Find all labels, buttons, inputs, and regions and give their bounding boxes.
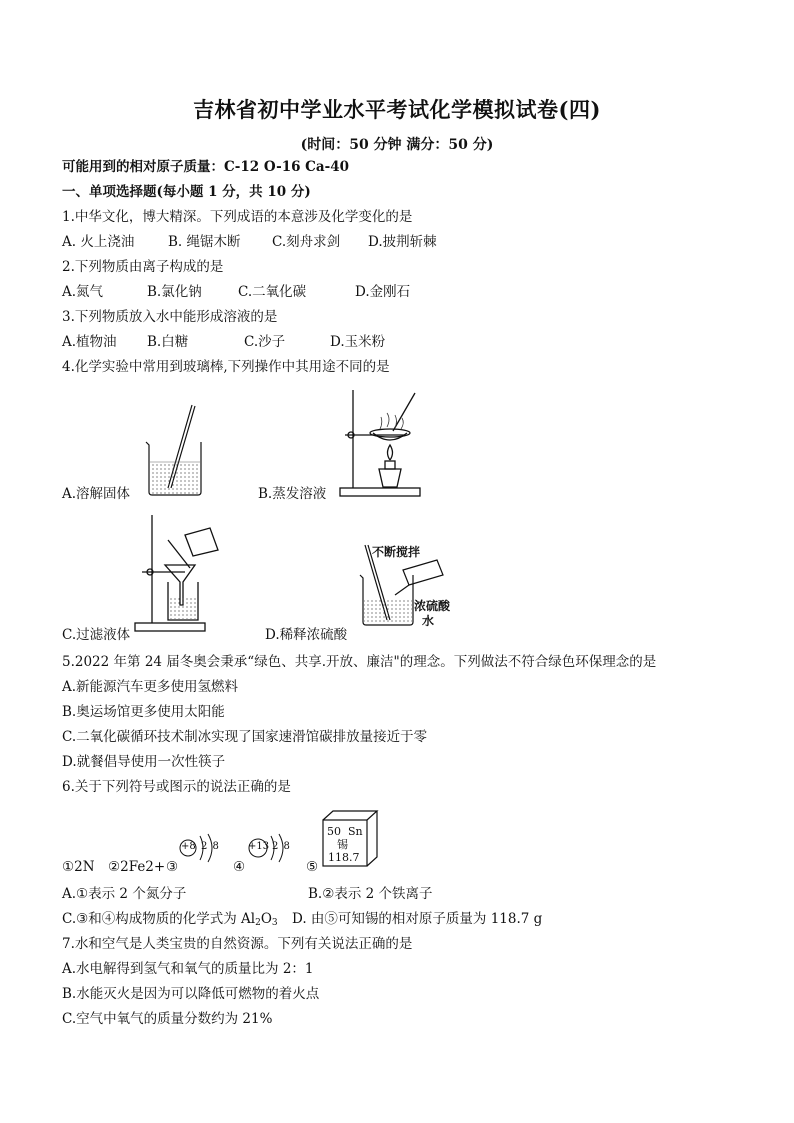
- q6-stem: 6.关于下列符号或图示的说法正确的是: [62, 779, 291, 795]
- q6-option-c: C.③和④构成物质的化学式为 $Al_2O_3$: [62, 911, 278, 928]
- symbol-5: ⑤: [306, 859, 319, 875]
- acid-label: 浓硫酸: [414, 599, 451, 613]
- q2-option-a: A.氮气: [62, 284, 104, 300]
- q5-option-a: A.新能源汽车更多使用氢燃料: [62, 679, 239, 695]
- exam-subtitle: (时间：50 分钟 满分：50 分): [300, 137, 494, 153]
- q2-stem: 2.下列物质由离子构成的是: [62, 259, 224, 275]
- filtration-figure: [130, 510, 230, 635]
- q1-option-b: B. 绳锯木断: [168, 234, 241, 250]
- q6-option-d: D. 由⑤可知锡的相对原子质量为 118.7 g: [292, 911, 543, 927]
- q7-stem: 7.水和空气是人类宝贵的自然资源。下列有关说法正确的是: [62, 936, 413, 952]
- q6-option-a: A.①表示 2 个氮分子: [62, 886, 187, 902]
- q7-option-a: A.水电解得到氢气和氧气的质量比为 2：1: [62, 961, 314, 977]
- q7-option-c: C.空气中氧气的质量分数约为 21%: [62, 1011, 273, 1027]
- q5-option-d: D.就餐倡导使用一次性筷子: [62, 754, 226, 770]
- evaporate-figure: [335, 385, 435, 500]
- water-label: 水: [422, 614, 435, 628]
- atomic-masses: 可能用到的相对原子质量：C-12 O-16 Ca-40: [62, 159, 350, 175]
- symbol-4: ④: [233, 859, 246, 875]
- element-mass: 118.7: [328, 851, 360, 864]
- dissolve-figure: [140, 400, 210, 500]
- q2-option-c: C.二氧化碳: [238, 284, 307, 300]
- section-heading: 一、单项选择题(每小题 1 分，共 10 分): [62, 184, 311, 200]
- element-number: 50: [327, 825, 341, 838]
- q1-option-d: D.披荆斩棘: [368, 234, 437, 250]
- element-name: 锡: [337, 838, 348, 851]
- atom3-shells: 2 8: [201, 841, 219, 852]
- q6-option-b: B.②表示 2 个铁离子: [308, 886, 433, 902]
- q2-option-d: D.金刚石: [355, 284, 411, 300]
- q5-stem: 5.2022 年第 24 届冬奥会秉承“绿色、共享.开放、廉洁"的理念。下列做法不符合绿色环保理念的是: [62, 654, 657, 670]
- q5-option-c: C.二氧化碳循环技术制冰实现了国家速滑馆碳排放量接近于零: [62, 729, 428, 745]
- q4-option-a: A.溶解固体: [62, 486, 131, 502]
- q3-stem: 3.下列物质放入水中能形成溶液的是: [62, 309, 278, 325]
- q4-option-c: C.过滤液体: [62, 627, 131, 643]
- symbol-3: ③: [166, 859, 179, 875]
- q3-option-d: D.玉米粉: [330, 334, 386, 350]
- q3-option-c: C.沙子: [244, 334, 286, 350]
- q2-option-b: B.氯化钠: [147, 284, 202, 300]
- atom3-nucleus: +8: [181, 841, 196, 852]
- q7-option-b: B.水能灭火是因为可以降低可燃物的着火点: [62, 986, 320, 1002]
- atom4-shells: 2 8: [272, 841, 290, 852]
- symbol-1: ①2N: [62, 859, 95, 875]
- q4-option-b: B.蒸发溶液: [258, 486, 327, 502]
- q1-option-c: C.刻舟求剑: [272, 234, 341, 250]
- q4-stem: 4.化学实验中常用到玻璃棒,下列操作中其用途不同的是: [62, 359, 390, 375]
- atom4-nucleus: +13: [248, 841, 270, 852]
- exam-title: 吉林省初中学业水平考试化学模拟试卷(四): [193, 97, 601, 122]
- q5-option-b: B.奥运场馆更多使用太阳能: [62, 704, 225, 720]
- q3-option-a: A.植物油: [62, 334, 117, 350]
- q4-option-d: D.稀释浓硫酸: [265, 627, 348, 643]
- q1-stem: 1.中华文化，博大精深。下列成语的本意涉及化学变化的是: [62, 209, 413, 225]
- symbol-2: ②2Fe2+: [108, 859, 166, 875]
- stir-label: 不断搅拌: [372, 545, 421, 559]
- q3-option-b: B.白糖: [147, 334, 189, 350]
- element-symbol: Sn: [348, 825, 363, 838]
- q1-option-a: A. 火上浇油: [62, 234, 135, 250]
